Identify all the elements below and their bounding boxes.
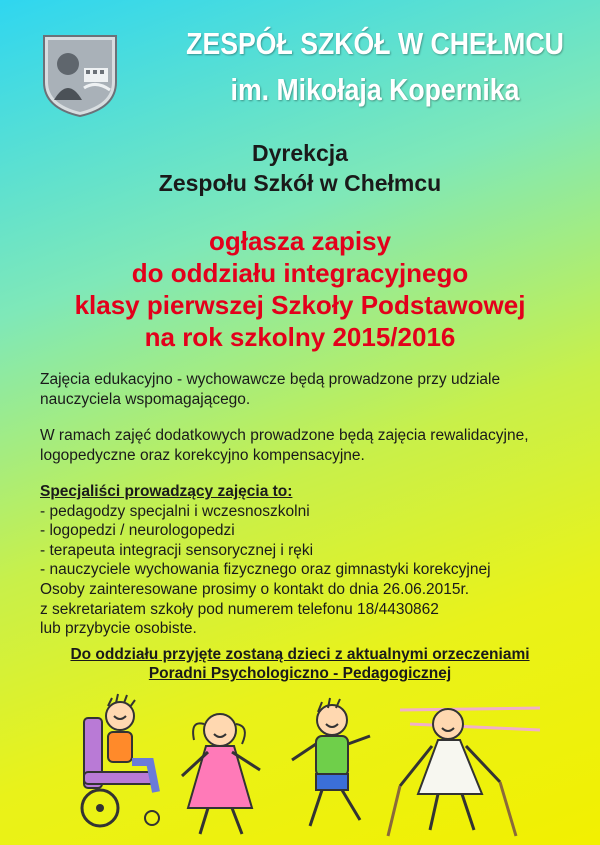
list-item: - nauczyciele wychowania fizycznego oraz gimnastyki korekcyjnej [40, 561, 491, 578]
school-logo [38, 30, 122, 118]
list-item: - logopedzi / neurologopedzi [40, 522, 235, 539]
child-wheelchair-icon [82, 694, 159, 826]
boy-running-icon [292, 698, 370, 826]
announcement-line-3: klasy pierwszej Szkoły Podstawowej [74, 290, 526, 320]
contact-line: lub przybycie osobiste. [40, 620, 197, 637]
list-item: - pedagodzy specjalni i wczesnoszkolni [40, 502, 310, 520]
paragraph-line: logopedyczne oraz korekcyjno kompensacyjne. [40, 446, 365, 464]
announcement-line-1: ogłasza zapisy [208, 226, 392, 256]
directorate-line-2: Zespołu Szkół w Chełmcu [158, 170, 442, 196]
directorate-line-1: Dyrekcja [252, 140, 348, 166]
school-name-title: ZESPÓŁ SZKÓŁ W CHEŁMCU [186, 26, 564, 61]
paragraph-extra-classes [40, 426, 585, 465]
specialists-heading: Specjaliści prowadzący zajęcia to: [40, 483, 293, 500]
school-patron-title: im. Mikołaja Kopernika [230, 72, 520, 107]
paragraph-education [40, 370, 585, 409]
announcement-line-4: na rok szkolny 2015/2016 [144, 322, 456, 352]
contact-line: Osoby zainteresowane prosimy o kontakt do dnia 26.06.2015r. [40, 581, 470, 598]
girl-dancing-icon [182, 714, 260, 834]
specialists-list [40, 482, 585, 580]
paragraph-line: nauczyciela wspomagającego. [40, 390, 251, 408]
paragraph-line: W ramach zajęć dodatkowych prowadzone będą zajęcia rewalidacyjne, [40, 427, 529, 444]
paragraph-line: Zajęcia edukacyjno - wychowawcze będą prowadzone przy udziale [40, 371, 501, 388]
list-item: - terapeuta integracji sensorycznej i ręki [40, 541, 314, 559]
admission-notice-line-2: Poradni Psychologiczno - Pedagogicznej [148, 665, 452, 682]
contact-info [40, 580, 585, 639]
announcement-line-2: do oddziału integracyjnego [131, 258, 469, 288]
contact-line: z sekretariatem szkoły pod numerem telefonu 18/4430862 [40, 600, 439, 618]
admission-notice-line-1: Do oddziału przyjęte zostaną dzieci z aktualnymi orzeczeniami [70, 646, 530, 663]
girl-crutches-icon [388, 708, 540, 836]
children-illustration [70, 690, 590, 840]
